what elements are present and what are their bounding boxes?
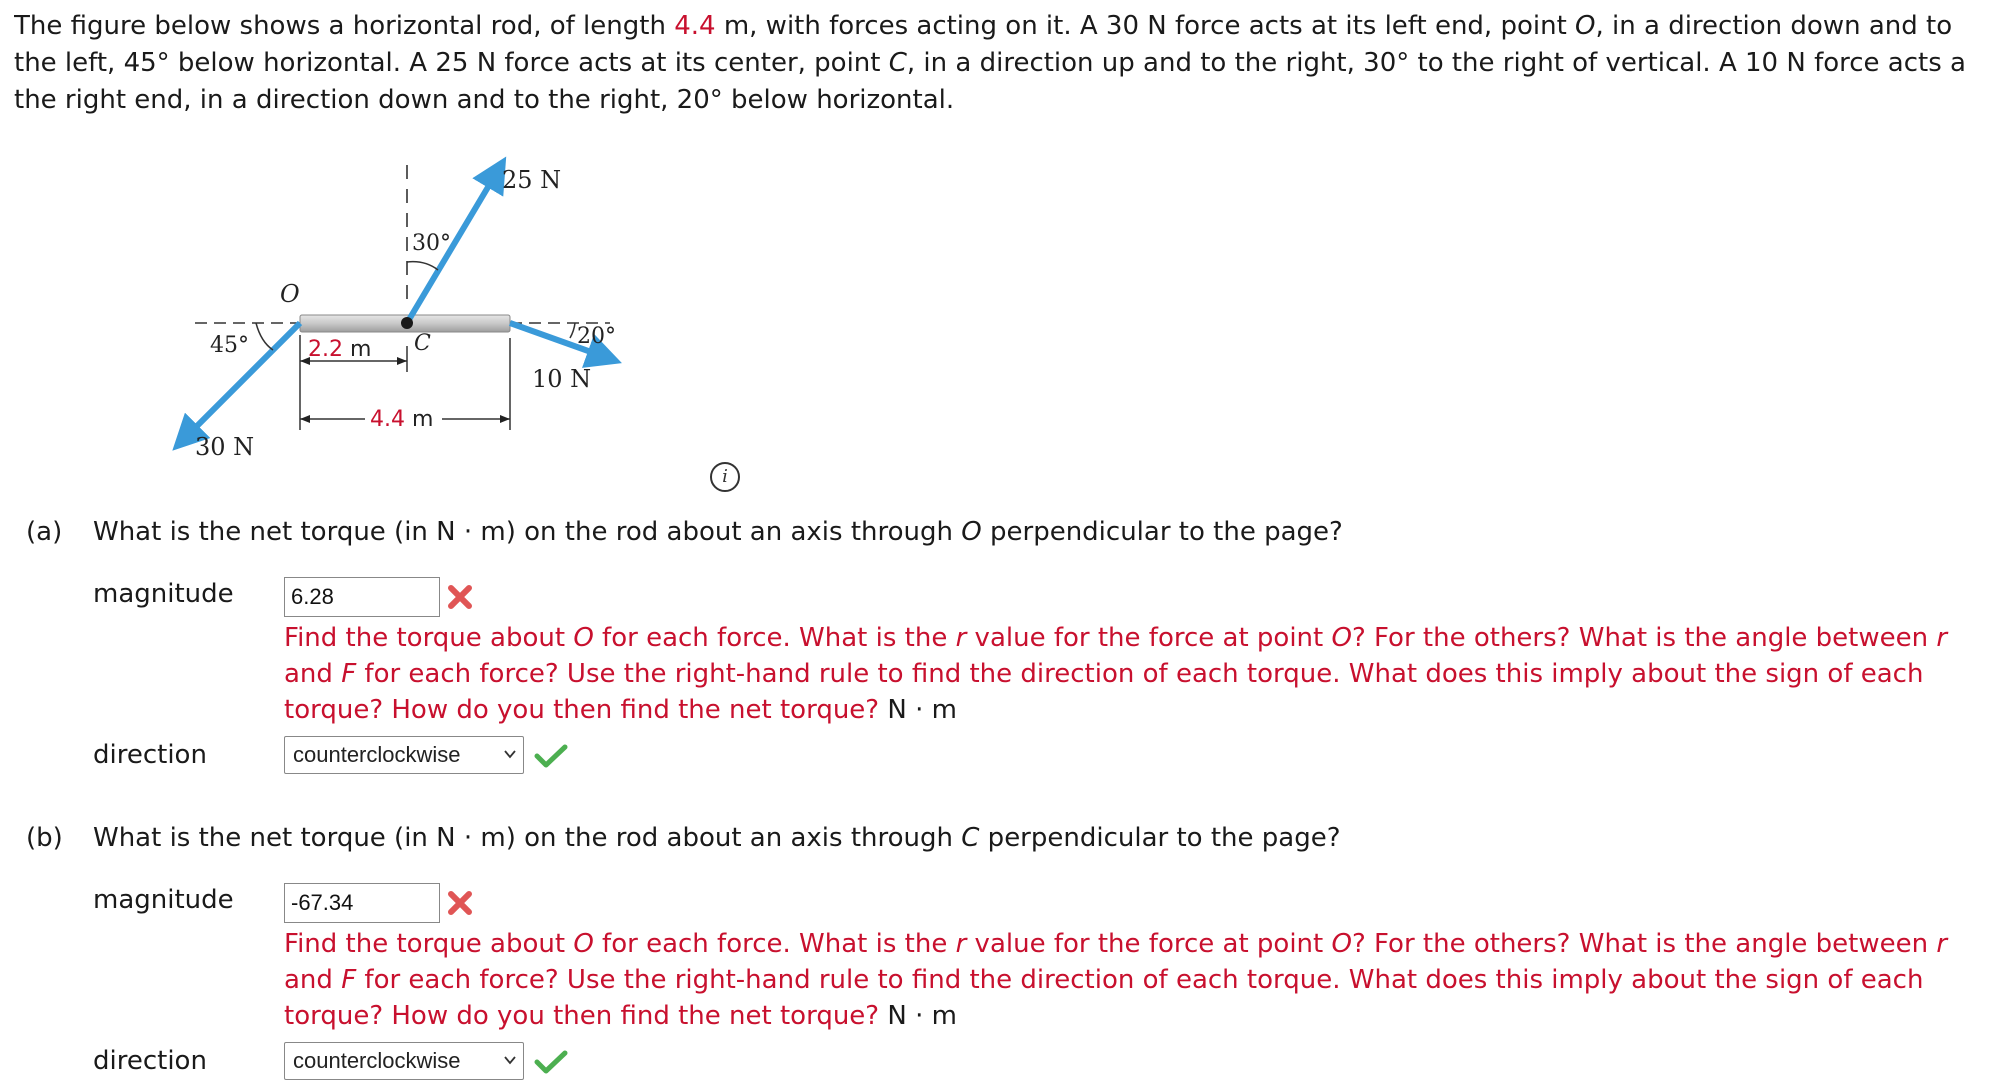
statement-line-3: the right end, in a direction down and to the right, 20° below horizontal. [14, 85, 955, 115]
problem-statement [14, 8, 1982, 119]
part-a-hint-unit: N · m [879, 695, 957, 725]
chevron-down-icon [503, 747, 517, 761]
part-b-magnitude-label: magnitude [93, 885, 234, 915]
info-icon[interactable]: i [710, 462, 740, 492]
part-a-direction-value: counterclockwise [293, 742, 461, 767]
part-a-question: What is the net torque (in N · m) on the rod about an axis through O perpendicular to the page? [93, 517, 1343, 547]
label-full-length: 4.4 m [370, 407, 434, 432]
angle-arc-20 [570, 323, 575, 338]
angle-arc-45 [256, 323, 273, 350]
rod-length-value: 4.4 [674, 11, 716, 41]
part-b-direction-label: direction [93, 1046, 207, 1076]
part-b-letter: (b) [26, 823, 63, 853]
rod-force-diagram [170, 150, 870, 520]
correct-check-icon [534, 743, 568, 769]
label-half-length: 2.2 m [308, 337, 372, 362]
label-30n: 30 N [195, 433, 255, 461]
label-10n: 10 N [532, 365, 592, 393]
part-b-hint: Find the torque about O for each force. What is the r value for the force at point O? For the others? What is the angle between r and F for each force? Use the right-hand rule to find the direction of each torque. What does this imply about the sign of each torque? How do you then find the net torque? N · m [284, 929, 1948, 1031]
label-20deg: 20° [577, 324, 616, 349]
part-a-magnitude-label: magnitude [93, 579, 234, 609]
part-b-hint-unit: N · m [879, 1001, 957, 1031]
incorrect-x-icon [446, 889, 474, 917]
part-b-magnitude-input[interactable]: -67.34 [284, 883, 440, 923]
label-c: C [414, 331, 431, 356]
part-b-direction-value: counterclockwise [293, 1048, 461, 1073]
part-b-direction-select[interactable] [284, 1042, 524, 1080]
rod-diagram-svg [170, 150, 870, 520]
part-a-letter: (a) [26, 517, 63, 547]
chevron-down-icon [503, 1053, 517, 1067]
statement-line-2: the left, 45° below horizontal. A 25 N force acts at its center, point C, in a direction up and to the right, 30° to the right of vertical. A 10 N force acts a [14, 48, 1966, 78]
part-a-direction-label: direction [93, 740, 207, 770]
label-o: O [280, 280, 300, 308]
incorrect-x-icon [446, 583, 474, 611]
part-a-direction-select[interactable] [284, 736, 524, 774]
statement-line-1: The figure below shows a horizontal rod, of length 4.4 m, with forces acting on it. A 30 N force acts at its left end, point O, in a direction down and to [14, 11, 1953, 41]
label-45deg: 45° [210, 333, 249, 358]
label-30deg: 30° [412, 231, 451, 256]
label-25n: 25 N [502, 166, 562, 194]
part-b-question: What is the net torque (in N · m) on the rod about an axis through C perpendicular to the page? [93, 823, 1341, 853]
part-a-hint: Find the torque about O for each force. What is the r value for the force at point O? For the others? What is the angle between r and F for each force? Use the right-hand rule to find the direction of each torque. What does this imply about the sign of each torque? How do you then find the net torque? N · m [284, 623, 1948, 725]
correct-check-icon [534, 1049, 568, 1075]
center-point-c [401, 317, 413, 329]
angle-arc-30 [407, 262, 438, 270]
part-a-magnitude-input[interactable]: 6.28 [284, 577, 440, 617]
